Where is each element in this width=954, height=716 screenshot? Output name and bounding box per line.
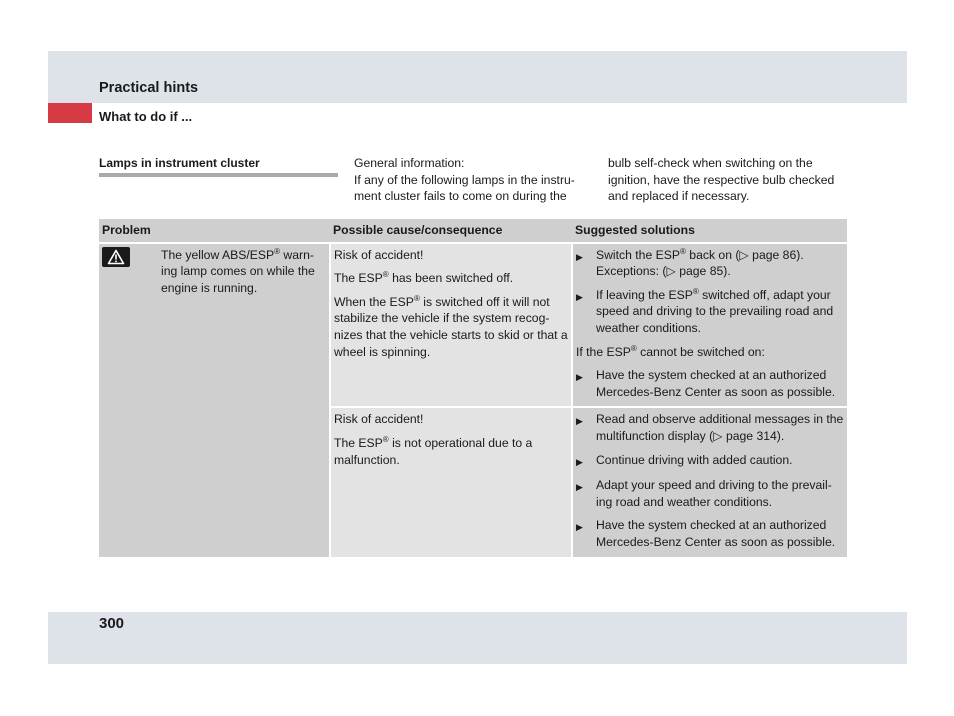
registered-mark: ® [692, 286, 699, 296]
problem-cell [99, 243, 330, 557]
solution-item [576, 517, 844, 550]
registered-mark: ® [680, 246, 686, 256]
problem-text-a: The yellow ABS/ESP [161, 247, 275, 262]
intro-column-1 [354, 155, 594, 205]
registered-mark: ® [274, 246, 281, 256]
solution-text: Read and observe additional messages in the multifunction display (▷ page 314). [596, 412, 844, 443]
bullet-arrow-icon: ▶ [576, 251, 583, 262]
hints-table [99, 219, 847, 557]
registered-mark: ® [382, 270, 389, 280]
solution-text-part: back on (▷ page 86). Exceptions: (▷ page 85). [596, 247, 804, 279]
bullet-arrow-icon: ▶ [576, 456, 583, 467]
solution-text: Have the system checked at an authorized Mercedes-Benz Center as soon as possible. [596, 368, 836, 399]
table-header-row [99, 219, 847, 243]
registered-mark: ® [382, 434, 389, 444]
solution-text-part: Switch the ESP [596, 247, 680, 262]
cause-text-part: The ESP [334, 435, 383, 450]
solution-text: Adapt your speed and driving to the prevail-ing road and weather conditions. [596, 478, 832, 509]
intro-line: ignition, have the respective bulb checked [608, 172, 835, 187]
warning-triangle-icon [102, 247, 130, 267]
cause-text [334, 294, 568, 360]
bullet-arrow-icon: ▶ [576, 291, 583, 302]
heading-rule [99, 173, 338, 177]
intro-line: bulb self-check when switching on the [608, 156, 813, 170]
cause-cell [330, 243, 572, 408]
bullet-arrow-icon: ▶ [576, 372, 583, 383]
section-title: Practical hints [99, 80, 199, 96]
cause-text-part: is not operational due to a malfunction. [334, 435, 533, 467]
solution-item [576, 477, 844, 510]
intro-line: General information: [354, 156, 465, 170]
registered-mark: ® [630, 343, 637, 353]
bullet-arrow-icon: ▶ [576, 482, 583, 493]
cause-text: Risk of accident! [334, 247, 424, 262]
header-solutions: Suggested solutions [572, 219, 847, 243]
intro-column-2 [608, 155, 853, 205]
cause-text [334, 435, 568, 468]
solution-item [576, 247, 844, 280]
cause-text-part: When the ESP [334, 294, 414, 309]
solutions-cell [572, 243, 847, 408]
cause-text-part: is switched off it will not stabilize the vehicle if the system recog-nizes that the vehicle starts to skid or that a wheel is spinning. [334, 294, 568, 359]
cause-text-part: The ESP [334, 271, 383, 286]
solution-item [576, 367, 844, 400]
bullet-arrow-icon: ▶ [576, 522, 583, 533]
solution-text: Continue driving with added caution. [596, 452, 793, 467]
table-row [99, 243, 847, 408]
bullet-arrow-icon: ▶ [576, 416, 583, 427]
intro-line: ment cluster fails to come on during the [354, 189, 567, 203]
cause-text: Risk of accident! [334, 412, 424, 427]
section-color-tab [48, 103, 92, 123]
subsection-title: What to do if ... [99, 109, 193, 124]
solutions-cell [572, 407, 847, 556]
solution-item [576, 452, 844, 471]
cause-text [334, 270, 568, 287]
solution-item [576, 287, 844, 337]
solution-note-part: If the ESP [576, 344, 631, 359]
intro-line: and replaced if necessary. [608, 189, 750, 203]
solution-note [576, 344, 844, 361]
solution-note-part: cannot be switched on: [636, 344, 765, 359]
problem-text-b: warn-ing lamp comes on while the engine is running. [161, 247, 315, 295]
solution-text-part: switched off, adapt your speed and driving to the prevailing road and weather conditions. [596, 287, 834, 335]
solution-item [576, 411, 844, 444]
intro-line: If any of the following lamps in the instru- [354, 172, 575, 187]
page-number: 300 [99, 615, 125, 632]
registered-mark: ® [413, 293, 420, 303]
footer-band [48, 612, 907, 664]
lamps-heading: Lamps in instrument cluster [99, 156, 260, 170]
header-problem: Problem [99, 219, 330, 243]
problem-text [161, 247, 326, 297]
solution-text: Have the system checked at an authorized Mercedes-Benz Center as soon as possible. [596, 518, 836, 549]
cause-text-part: has been switched off. [388, 271, 514, 286]
cause-cell [330, 407, 572, 556]
solution-text-part: If leaving the ESP [596, 287, 693, 302]
header-cause: Possible cause/consequence [330, 219, 572, 243]
